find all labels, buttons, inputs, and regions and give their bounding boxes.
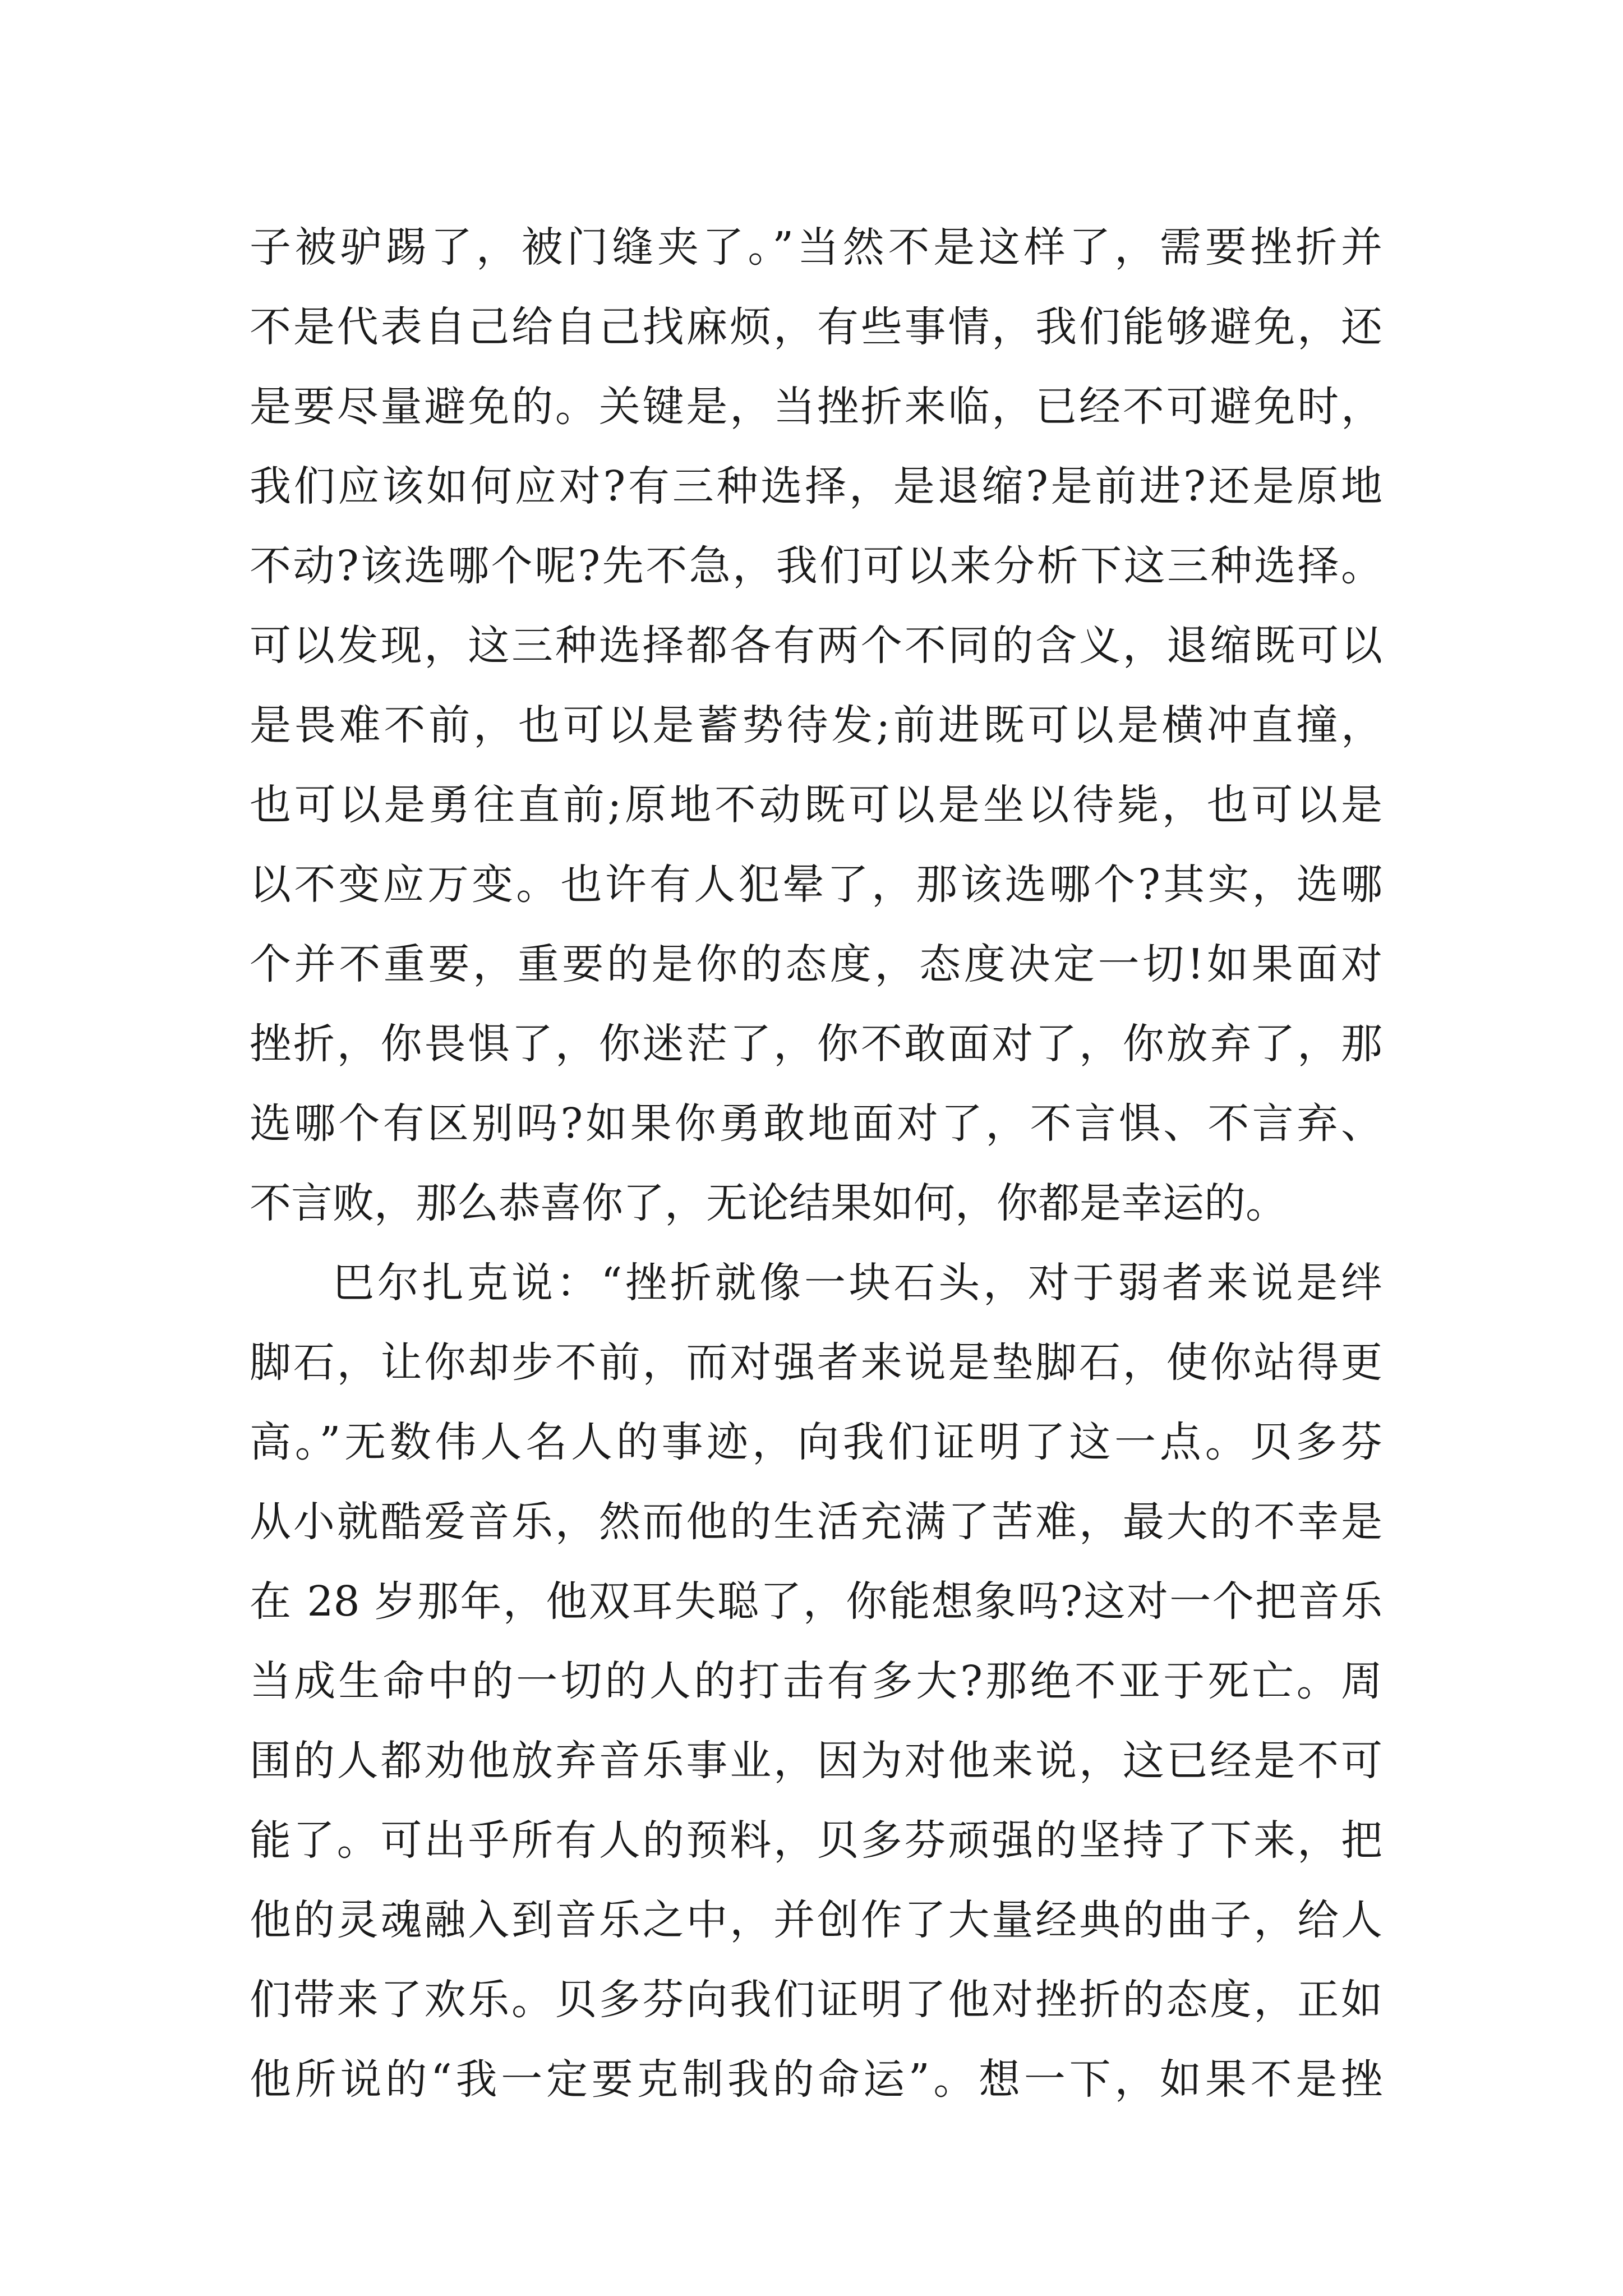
- text-line: 个并不重要，重要的是你的态度，态度决定一切!如果面对: [250, 940, 1382, 988]
- text-line: 子被驴踢了，被门缝夹了。”当然不是这样了，需要挫折并: [250, 223, 1382, 272]
- body-text: [250, 208, 1382, 2119]
- text-line: 挫折，你畏惧了，你迷茫了，你不敢面对了，你放弃了，那: [250, 1020, 1382, 1068]
- text-line: 们带来了欢乐。贝多芬向我们证明了他对挫折的态度，正如: [250, 1976, 1382, 2024]
- text-line: 当成生命中的一切的人的打击有多大?那绝不亚于死亡。周: [250, 1657, 1382, 1705]
- text-line: 在 28 岁那年，他双耳失聪了，你能想象吗?这对一个把音乐: [250, 1577, 1382, 1626]
- text-line: 以不变应万变。也许有人犯晕了，那该选哪个?其实，选哪: [250, 861, 1382, 909]
- text-line: 高。”无数伟人名人的事迹，向我们证明了这一点。贝多芬: [250, 1418, 1382, 1466]
- text-line: 能了。可出乎所有人的预料，贝多芬顽强的坚持了下来，把: [250, 1816, 1382, 1865]
- text-line: 围的人都劝他放弃音乐事业，因为对他来说，这已经是不可: [250, 1737, 1382, 1785]
- text-line: 我们应该如何应对?有三种选择，是退缩?是前进?还是原地: [250, 462, 1382, 510]
- text-line: 可以发现，这三种选择都各有两个不同的含义，退缩既可以: [250, 622, 1382, 670]
- text-line-paragraph-start: 巴尔扎克说：“挫折就像一块石头，对于弱者来说是绊: [333, 1259, 1382, 1307]
- text-line: 他的灵魂融入到音乐之中，并创作了大量经典的曲子，给人: [250, 1896, 1382, 1944]
- text-line: 不动?该选哪个呢?先不急，我们可以来分析下这三种选择。: [250, 542, 1382, 590]
- text-line: 他所说的“我一定要克制我的命运”。想一下，如果不是挫: [250, 2055, 1382, 2104]
- text-line-paragraph-end: 不言败，那么恭喜你了，无论结果如何，你都是幸运的。: [250, 1179, 1287, 1227]
- text-line: 是要尽量避免的。关键是，当挫折来临，已经不可避免时，: [250, 383, 1382, 431]
- text-line: 是畏难不前，也可以是蓄势待发;前进既可以是横冲直撞，: [250, 701, 1382, 749]
- text-line: 选哪个有区别吗?如果你勇敢地面对了，不言惧、不言弃、: [250, 1099, 1382, 1148]
- text-line: 脚石，让你却步不前，而对强者来说是垫脚石，使你站得更: [250, 1338, 1382, 1387]
- text-line: 从小就酷爱音乐，然而他的生活充满了苦难，最大的不幸是: [250, 1498, 1382, 1546]
- text-line: 不是代表自己给自己找麻烦，有些事情，我们能够避免，还: [250, 303, 1382, 351]
- text-line: 也可以是勇往直前;原地不动既可以是坐以待毙，也可以是: [250, 781, 1382, 829]
